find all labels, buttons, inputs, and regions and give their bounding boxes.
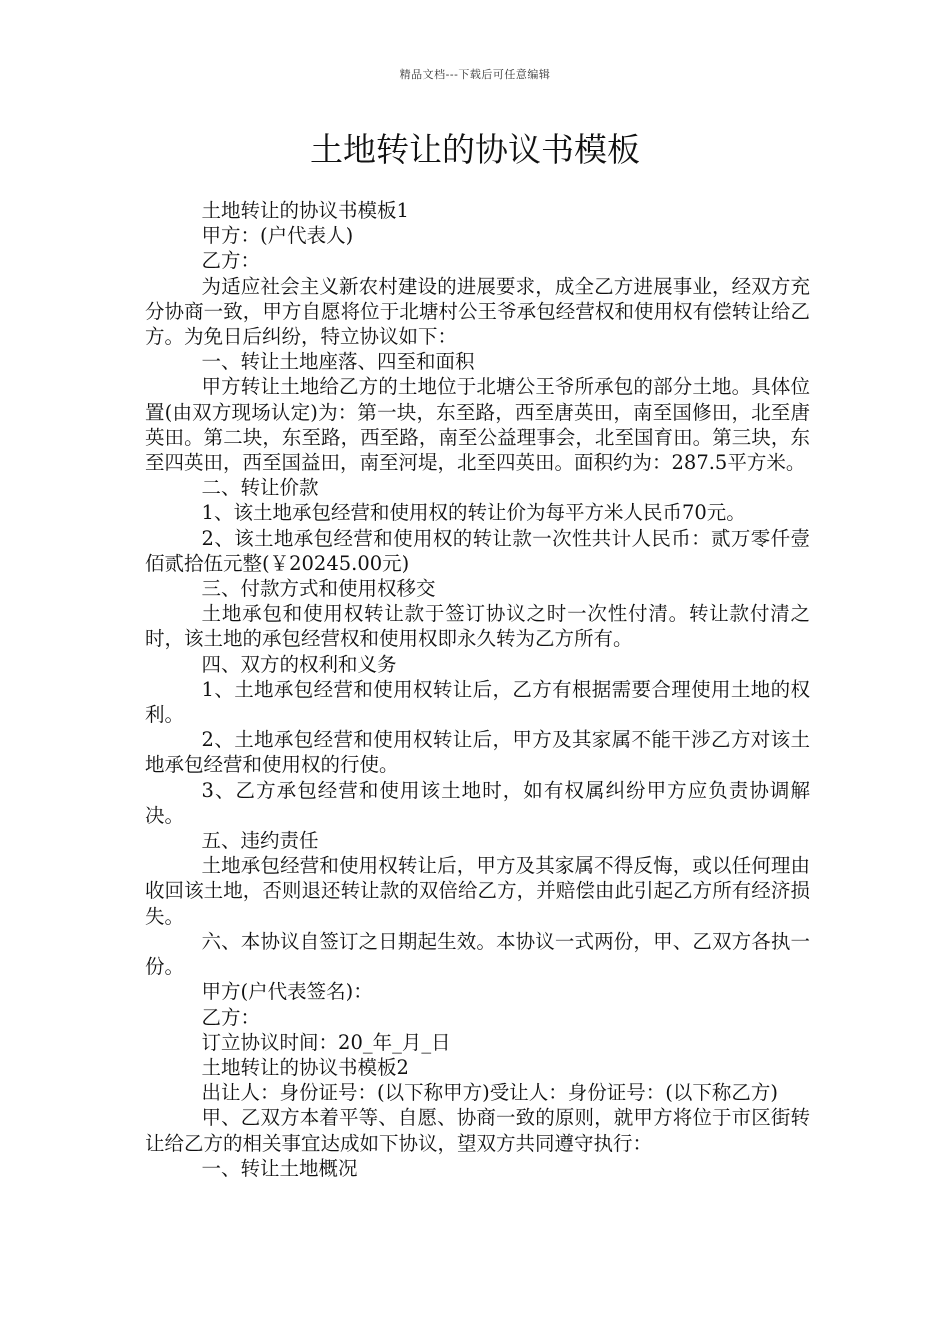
paragraph: 订立协议时间：20_年_月_日 [201, 1030, 451, 1054]
paragraph: 土地转让的协议书模板1 [201, 199, 409, 222]
paragraph: 出让人：身份证号：(以下称甲方)受让人：身份证号：(以下称乙方) [201, 1081, 778, 1105]
paragraph: 甲方转让土地给乙方的土地位于北塘公王爷所承包的部分土地。具体位置(由双方现场认定)为：第一块，东至路，西至唐英田，南至国修田，北至唐英田。第二块，东至路，西至路，南至公益理事会，北至国育田。第三块，东至四英田，西至国益田，南至河堤，北至四英田。面积约为：287.5平方米。 [145, 375, 810, 475]
document-title: 土地转让的协议书模板 [310, 130, 640, 169]
paragraph: 甲、乙双方本着平等、自愿、协商一致的原则，就甲方将位于市区街转让给乙方的相关事宜达成如下协议，望双方共同遵守执行： [145, 1106, 810, 1155]
paragraph: 二、转让价款 [201, 476, 319, 500]
paragraph: 乙方： [201, 1005, 261, 1029]
paragraph: 四、双方的权利和义务 [201, 652, 397, 676]
paragraph: 2、该土地承包经营和使用权的转让款一次性共计人民币：贰万零仟壹佰贰拾伍元整(￥20245.00元) [145, 526, 810, 575]
paragraph: 土地转让的协议书模板2 [201, 1055, 409, 1079]
paragraph: 为适应社会主义新农村建设的进展要求，成全乙方进展事业，经双方充分协商一致，甲方自愿将位于北塘村公王爷承包经营权和使用权有偿转让给乙方。为免日后纠纷，特立协议如下： [145, 274, 810, 349]
paragraph: 1、该土地承包经营和使用权的转让价为每平方米人民币70元。 [201, 501, 746, 525]
paragraph: 土地承包和使用权转让款于签订协议之时一次性付清。转让款付清之时，该土地的承包经营权和使用权即永久转为乙方所有。 [145, 602, 810, 651]
paragraph: 3、乙方承包经营和使用该土地时，如有权属纠纷甲方应负责协调解决。 [145, 778, 810, 827]
paragraph: 三、付款方式和使用权移交 [201, 577, 436, 601]
paragraph: 六、本协议自签订之日期起生效。本协议一式两份，甲、乙双方各执一份。 [145, 929, 810, 979]
document-body [145, 198, 810, 1181]
paragraph: 乙方： [201, 249, 261, 273]
paragraph: 土地承包经营和使用权转让后，甲方及其家属不得反悔，或以任何理由收回该土地，否则退还转让款的双倍给乙方，并赔偿由此引起乙方所有经济损失。 [145, 854, 810, 928]
paragraph: 2、土地承包经营和使用权转让后，甲方及其家属不能干涉乙方对该土地承包经营和使用权的行使。 [145, 728, 810, 777]
paragraph: 甲方(户代表签名)： [201, 980, 373, 1004]
header-note: 精品文档---下载后可任意编辑 [399, 68, 551, 81]
paragraph: 一、转让土地概况 [201, 1156, 358, 1180]
paragraph: 1、土地承包经营和使用权转让后，乙方有根据需要合理使用土地的权利。 [145, 677, 810, 727]
paragraph: 一、转让土地座落、四至和面积 [201, 350, 475, 374]
paragraph: 五、违约责任 [201, 829, 319, 853]
paragraph: 甲方：(户代表人) [201, 224, 354, 248]
